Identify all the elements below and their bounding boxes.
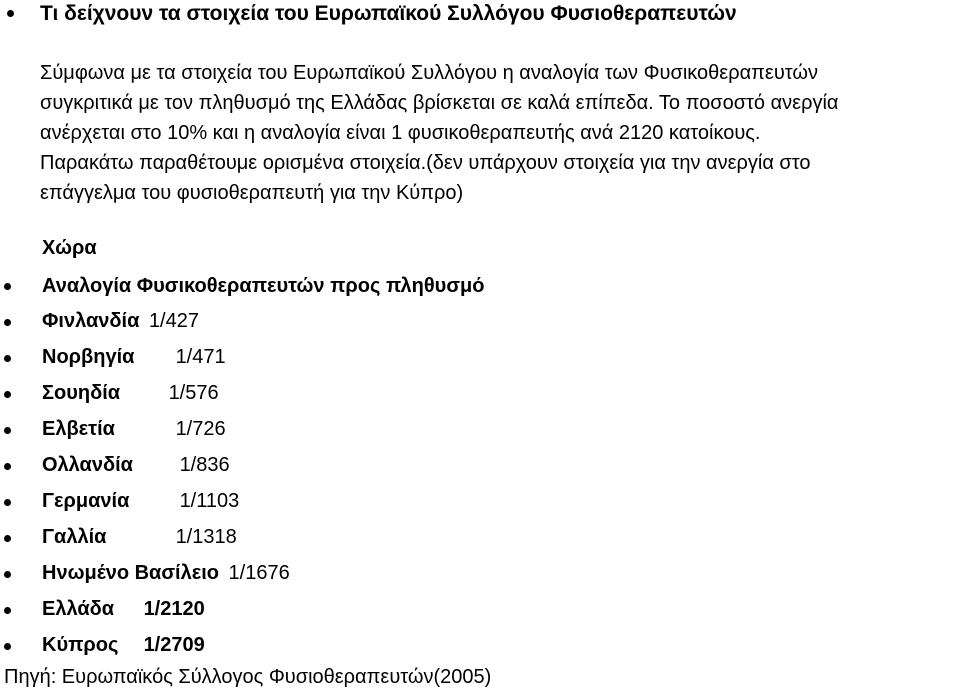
intro-paragraph — [40, 58, 945, 208]
paragraph-line: επάγγελμα του φυσιοθεραπευτή για την Κύπρο) — [40, 182, 464, 204]
ratio-value: 1/726 — [175, 418, 226, 440]
country-name: Ελβετία — [42, 418, 115, 440]
ratio-value: 1/1676 — [228, 562, 290, 584]
ratio-value: 1/2709 — [143, 634, 205, 656]
list-bullet — [4, 499, 11, 506]
header-ratio-label: Αναλογία Φυσικοθεραπευτών προς πληθυσμό — [42, 275, 485, 297]
table-row — [42, 487, 239, 515]
list-bullet — [4, 571, 11, 578]
table-header-country — [42, 234, 97, 262]
list-bullet — [4, 607, 11, 614]
paragraph-line: Σύμφωνα με τα στοιχεία του Ευρωπαϊκού Συλλόγου η αναλογία των Φυσικοθεραπευτών — [40, 62, 819, 84]
country-name: Σουηδία — [42, 382, 121, 404]
paragraph-line: συγκριτικά με τον πληθυσμό της Ελλάδας βρίσκεται σε καλά επίπεδα. Το ποσοστό ανεργία — [40, 92, 839, 114]
list-bullet — [4, 391, 11, 398]
country-name: Φινλανδία — [42, 310, 140, 332]
list-bullet — [4, 643, 11, 650]
country-name: Ηνωμένο Βασίλειο — [42, 562, 219, 584]
ratio-value: 1/1318 — [175, 526, 237, 548]
source-citation: Πηγή: Ευρωπαϊκός Σύλλογος Φυσιοθεραπευτών(2005) — [4, 666, 492, 688]
list-bullet — [4, 283, 11, 290]
ratio-value: 1/2120 — [143, 598, 205, 620]
list-bullet — [4, 319, 11, 326]
paragraph-line: ανέρχεται στο 10% και η αναλογία είναι 1 φυσικοθεραπευτής ανά 2120 κατοίκους. — [40, 122, 761, 144]
country-name: Νορβηγία — [42, 346, 135, 368]
table-row — [42, 451, 230, 479]
country-name: Ολλανδία — [42, 454, 133, 476]
country-name: Γαλλία — [42, 526, 107, 548]
country-name: Ελλάδα — [42, 598, 115, 620]
table-row — [42, 523, 237, 551]
list-bullet — [4, 355, 11, 362]
slide-title: Τι δείχνουν τα στοιχεία του Ευρωπαϊκού Συλλόγου Φυσιοθεραπευτών — [40, 2, 737, 25]
ratio-value: 1/836 — [179, 454, 230, 476]
table-row — [42, 379, 219, 407]
table-row — [42, 595, 205, 623]
list-bullet — [4, 463, 11, 470]
ratio-value: 1/471 — [175, 346, 226, 368]
table-row — [42, 343, 226, 371]
ratio-value: 1/1103 — [179, 490, 240, 512]
country-name: Κύπρος — [42, 634, 119, 656]
ratio-value: 1/576 — [168, 382, 219, 404]
list-bullet — [4, 535, 11, 542]
paragraph-line: Παρακάτω παραθέτουμε ορισμένα στοιχεία.(δεν υπάρχουν στοιχεία για την ανεργία στο — [40, 152, 811, 174]
table-header-ratio — [42, 272, 484, 300]
country-name: Γερμανία — [42, 490, 130, 512]
header-country-label: Χώρα — [42, 237, 97, 259]
list-bullet — [4, 427, 11, 434]
title-bullet — [7, 10, 14, 17]
table-row — [42, 307, 199, 335]
table-row — [42, 415, 226, 443]
table-row — [42, 559, 290, 587]
ratio-value: 1/427 — [148, 310, 199, 332]
table-row — [42, 631, 205, 659]
